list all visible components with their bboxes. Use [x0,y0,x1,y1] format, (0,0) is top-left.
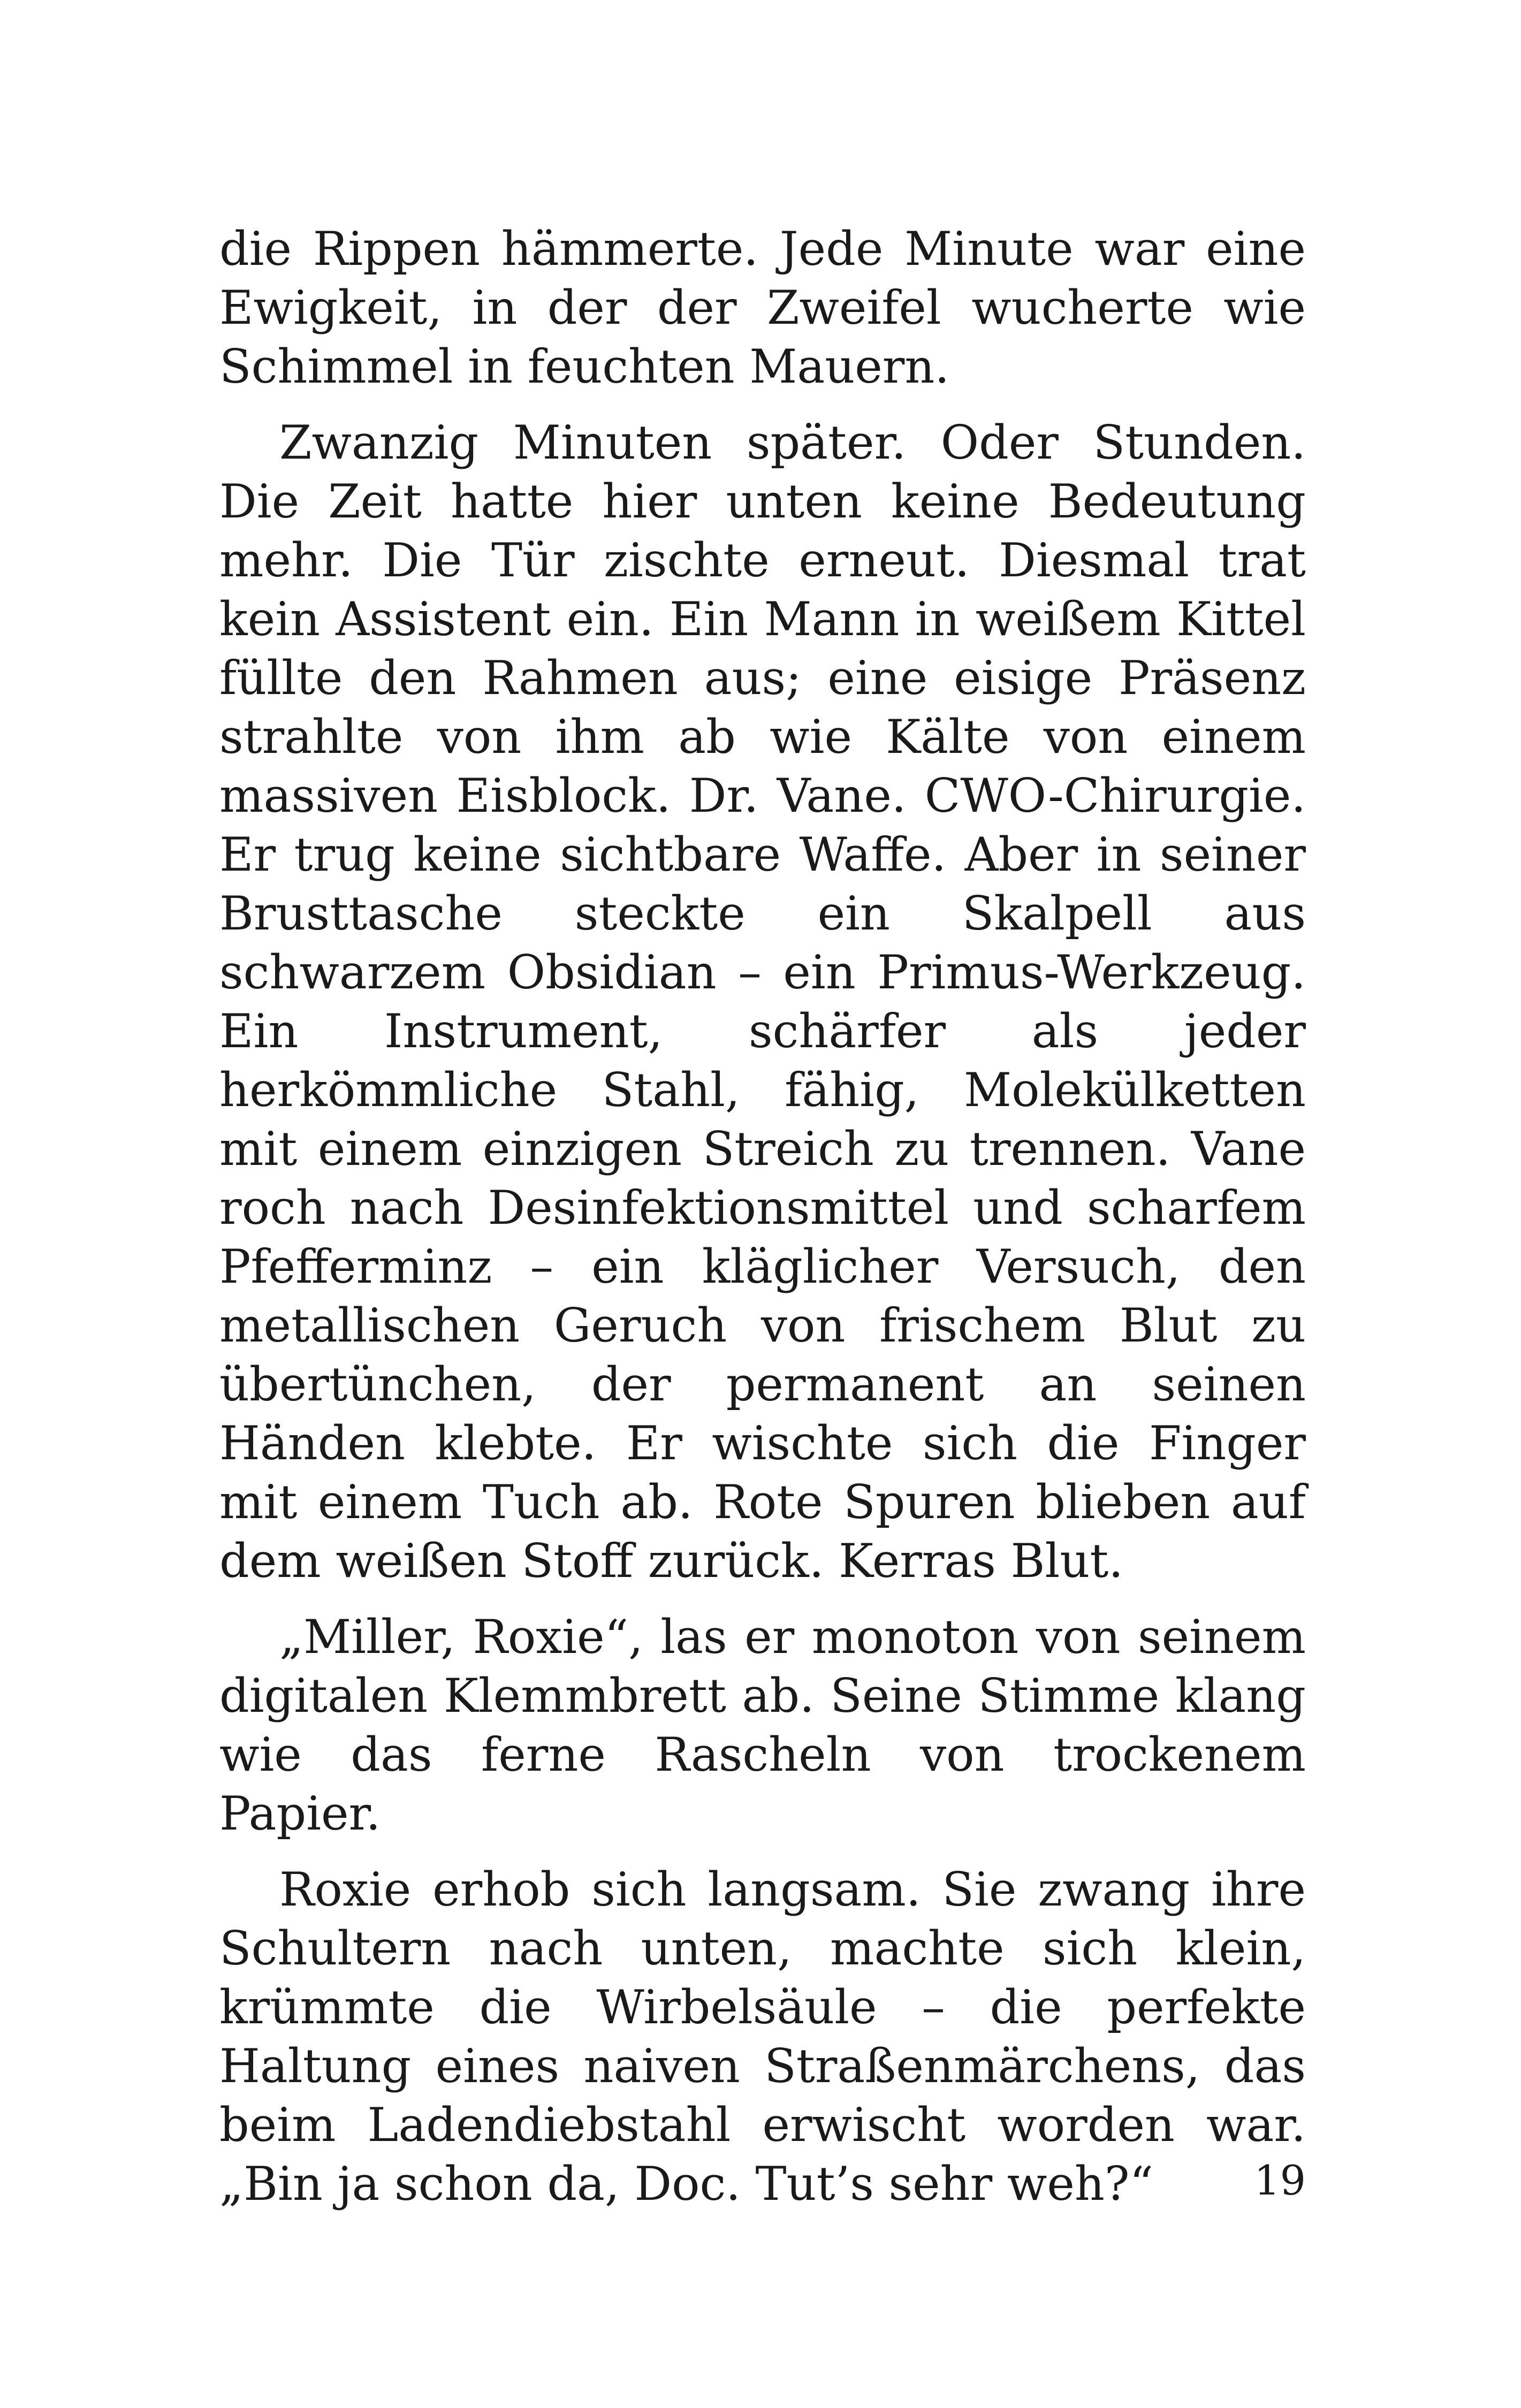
paragraph-continued: die Rippen hämmerte. Jede Minute war eine Ewigkeit, in der der Zweifel wucherte wie Schimmel in feuchten Mauern. [219,222,1306,394]
page-number: 19 [1254,2156,1306,2204]
body-text [219,219,1306,2230]
paragraph-miller-roxie: „Miller, Roxie“, las er monoton von seinem digitalen Klemmbrett ab. Seine Stimme klang wie das ferne Rascheln von trockenem Papier. [219,1610,1306,1841]
paragraph-roxie-rises: Roxie erhob sich langsam. Sie zwang ihre Schultern nach unten, machte sich klein, krümmte die Wirbelsäule – die perfekte Haltung eines naiven Straßenmärchens, das beim Ladendiebstahl erwischt worden war. „Bin ja schon da, Doc. Tut’s sehr weh?“ [219,1862,1306,2211]
paragraph-dr-vane: Zwanzig Minuten später. Oder Stunden. Die Zeit hatte hier unten keine Bedeutung mehr. Die Tür zischte erneut. Diesmal trat kein Assistent ein. Ein Mann in weißem Kittel füllte den Rahmen aus; eine eisige Präsenz strahlte von ihm ab wie Kälte von einem massiven Eisblock. Dr. Vane. CWO-Chirurgie. Er trug keine sichtbare Waffe. Aber in seiner Brusttasche steckte ein Skalpell aus schwarzem Obsidian – ein Primus-Werkzeug. Ein Instrument, schärfer als jeder herkömmliche Stahl, fähig, Molekülketten mit einem einzigen Streich zu trennen. Vane roch nach Desinfektionsmittel und scharfem Pfefferminz – ein kläglicher Versuch, den metallischen Geruch von frischem Blut zu übertünchen, der permanent an seinen Händen klebte. Er wischte sich die Finger mit einem Tuch ab. Rote Spuren blieben auf dem weißen Stoff zurück. Kerras Blut. [219,415,1306,1588]
